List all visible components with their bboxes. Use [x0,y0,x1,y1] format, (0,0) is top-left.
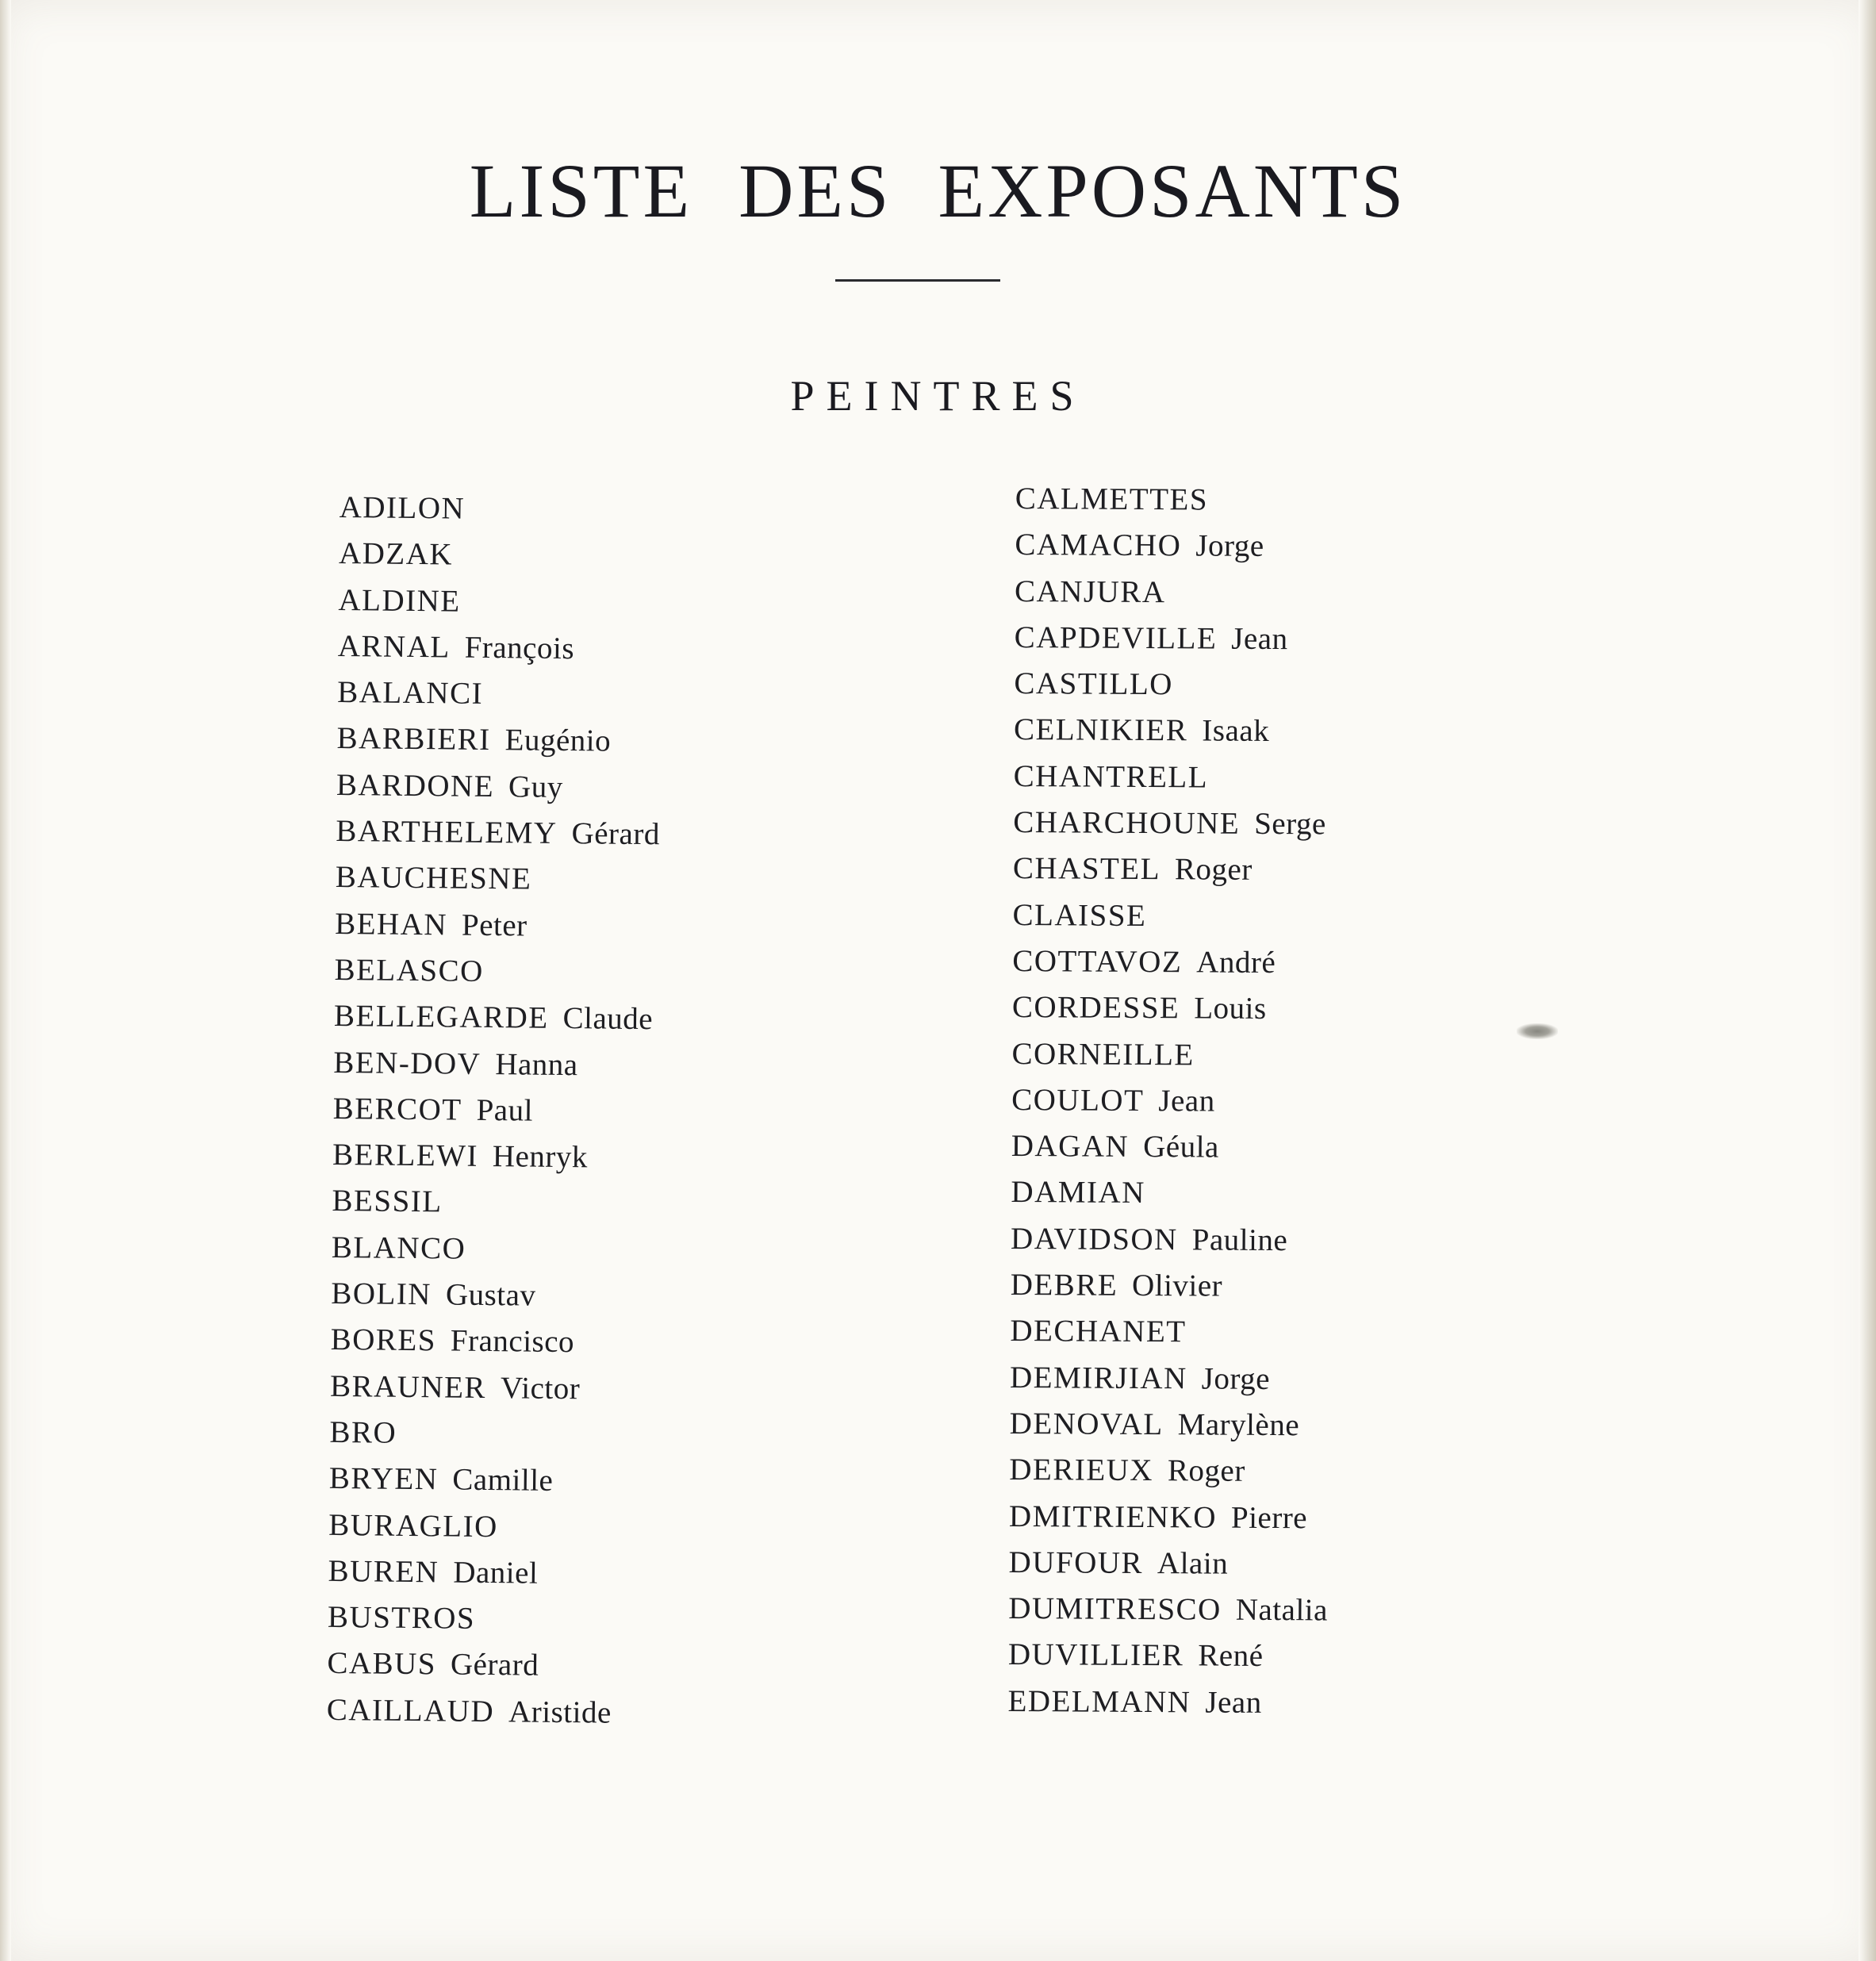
exhibitor-surname: BURAGLIO [328,1507,498,1544]
exhibitor-entry [1011,1169,1330,1218]
exhibitor-surname: DAMIAN [1011,1175,1145,1211]
exhibitor-surname: DAVIDSON [1010,1221,1178,1257]
exhibitor-given-name: Peter [461,908,528,943]
exhibitor-entry [334,947,658,997]
exhibitor-surname: CORNEILLE [1011,1036,1195,1072]
exhibitor-surname: DUMITRESCO [1008,1591,1222,1627]
exhibitor-given-name: Victor [500,1370,581,1406]
exhibitor-surname: BOLIN [331,1276,432,1312]
exhibitor-surname: DECHANET [1010,1314,1187,1349]
exhibitor-entry [330,1317,654,1367]
exhibitor-given-name: Pauline [1191,1222,1288,1257]
exhibitor-entry [338,578,662,627]
exhibitor-given-name: Jean [1205,1685,1262,1720]
exhibitor-surname: BUSTROS [327,1600,476,1636]
exhibitor-entry [329,1410,654,1460]
exhibitor-given-name: Gérard [571,816,661,852]
exhibitor-surname: CLAISSE [1012,897,1147,933]
exhibitor-surname: DEBRE [1010,1268,1118,1303]
exhibitor-surname: CABUS [327,1646,437,1682]
exhibitor-entry [336,808,660,858]
exhibitor-given-name: Alain [1157,1545,1229,1581]
exhibitor-surname: BERLEWI [332,1138,479,1174]
exhibitor-given-name: Roger [1167,1453,1245,1489]
exhibitor-given-name: Marylène [1177,1407,1300,1443]
exhibitor-surname: DEMIRJIAN [1009,1360,1187,1395]
exhibitor-entry [1012,984,1332,1033]
exhibitor-entry [1008,1540,1328,1588]
exhibitor-entry [1010,1355,1329,1403]
exhibitor-surname: BORES [330,1322,437,1358]
exhibitor-surname: CANJURA [1014,574,1166,609]
exhibitor-given-name: Roger [1174,852,1253,888]
exhibitor-given-name: Hanna [495,1046,578,1082]
exhibitor-given-name: Louis [1194,991,1267,1027]
exhibitor-given-name: Henryk [492,1139,589,1175]
exhibitor-surname: BUREN [328,1553,439,1590]
exhibitor-surname: ARNAL [337,628,451,665]
exhibitor-given-name: Daniel [453,1555,539,1591]
exhibitor-surname: CHARCHOUNE [1013,805,1241,841]
exhibitor-entry [336,716,661,766]
exhibitor-surname: BRAUNER [329,1368,487,1405]
exhibitor-surname: DENOVAL [1009,1406,1164,1442]
exhibitor-surname: DMITRIENKO [1008,1499,1218,1535]
title-divider [835,279,1000,282]
exhibitor-entry [1011,1123,1331,1172]
exhibitor-entry [336,854,660,904]
exhibitor-surname: BALANCI [337,675,484,712]
exhibitor-surname: COTTAVOZ [1012,943,1183,980]
exhibitor-given-name: Serge [1254,806,1326,842]
exhibitor-surname: BELASCO [334,952,485,988]
exhibitor-surname: CORDESSE [1011,990,1180,1026]
exhibitor-entry [332,1132,657,1182]
exhibitor-given-name: Guy [508,769,563,804]
exhibitor-given-name: Aristide [508,1694,612,1730]
exhibitor-entry [327,1641,651,1690]
exhibitor-entry [1015,522,1334,570]
exhibitor-given-name: Pierre [1230,1500,1308,1535]
exhibitor-surname: DUFOUR [1008,1545,1144,1580]
exhibitor-entry [1008,1632,1328,1680]
exhibitor-entry [338,624,662,673]
exhibitor-entry [335,901,659,951]
exhibitor-surname: BAUCHESNE [335,860,532,896]
exhibitor-surname: BEHAN [334,906,448,942]
exhibitor-entry [328,1595,652,1644]
paper-speck [1517,1023,1558,1039]
exhibitor-entry [1011,1216,1330,1264]
exhibitor-entry [339,485,663,535]
exhibitor-given-name: Jorge [1201,1361,1271,1396]
exhibitor-surname: BESSIL [332,1184,443,1219]
exhibitor-entry [1011,1077,1331,1126]
exhibitor-entry [1012,892,1332,941]
exhibitor-surname: CAMACHO [1015,528,1182,563]
exhibitor-surname: CHANTRELL [1013,758,1209,795]
exhibitor-list-left [327,485,664,1737]
exhibitor-entry [1008,1586,1328,1634]
exhibitor-surname: BRO [329,1414,397,1450]
exhibitor-surname: BARDONE [336,767,495,804]
exhibitor-entry [1009,1447,1329,1495]
page-edge-left [0,0,11,1961]
exhibitor-surname: BELLEGARDE [333,999,549,1036]
exhibitor-given-name: Natalia [1235,1592,1329,1628]
exhibitor-entry [1012,938,1332,987]
exhibitor-surname: CAPDEVILLE [1014,620,1218,656]
exhibitor-given-name: François [464,630,575,666]
exhibitor-entry [329,1456,654,1506]
exhibitor-surname: ALDINE [338,582,461,619]
exhibitor-entry [337,670,662,720]
exhibitor-given-name: Jorge [1195,528,1264,564]
exhibitor-given-name: Eugénio [504,723,612,759]
exhibitor-entry [1009,1494,1329,1542]
exhibitor-entry [1013,800,1333,848]
exhibitor-entry [333,1040,658,1090]
exhibitor-given-name: André [1196,945,1276,980]
exhibitor-entry [334,993,658,1043]
exhibitor-given-name: Olivier [1131,1268,1223,1303]
page-edge-right [1859,0,1876,1961]
exhibitor-surname: BLANCO [331,1230,466,1266]
exhibitor-entry [328,1548,652,1598]
exhibitor-given-name: Jean [1231,621,1288,656]
exhibitor-given-name: Paul [476,1092,534,1128]
exhibitor-entry [332,1086,657,1136]
exhibitor-given-name: Gérard [450,1647,539,1683]
exhibitor-entry [1010,1308,1329,1357]
exhibitor-entry [332,1178,656,1228]
exhibitor-given-name: René [1198,1638,1264,1674]
exhibitor-given-name: Isaak [1202,713,1270,749]
exhibitor-surname: BRYEN [328,1461,439,1497]
exhibitor-entry [1007,1679,1327,1727]
exhibitor-entry [330,1364,654,1414]
exhibitor-entry [1015,615,1334,663]
exhibitor-surname: ADZAK [338,536,454,572]
exhibitor-entry [1013,846,1333,894]
exhibitor-surname: BARTHELEMY [336,814,558,850]
exhibitor-entry [331,1271,655,1321]
exhibitor-entry [328,1502,653,1552]
exhibitor-entry [1014,661,1333,709]
exhibitor-entry [1010,1401,1329,1449]
exhibitor-entry [1015,476,1335,524]
exhibitor-surname: CAILLAUD [326,1692,495,1729]
exhibitor-given-name: Claude [562,1001,654,1037]
exhibitor-entry [1011,1262,1330,1311]
exhibitor-surname: BERCOT [332,1091,462,1127]
exhibitor-surname: CHASTEL [1012,851,1161,887]
page-title: LISTE DES EXPOSANTS [469,148,1407,233]
exhibitor-surname: BARBIERI [336,721,491,758]
exhibitor-surname: DUVILLIER [1007,1637,1184,1673]
exhibitor-surname: DAGAN [1011,1129,1130,1165]
section-heading: PEINTRES [790,372,1086,420]
exhibitor-surname: CELNIKIER [1013,712,1188,748]
exhibitor-surname: COULOT [1011,1082,1145,1118]
exhibitor-given-name: Gustav [445,1277,536,1313]
exhibitor-entry [336,762,661,812]
exhibitor-given-name: Camille [452,1462,554,1499]
exhibitor-given-name: Francisco [450,1323,575,1360]
exhibitor-given-name: Jean [1158,1083,1215,1119]
exhibitor-entry [332,1225,656,1275]
exhibitor-entry [1014,707,1333,755]
exhibitor-list-right [1007,476,1334,1726]
exhibitor-surname: DERIEUX [1009,1453,1154,1488]
exhibitor-entry [1011,1031,1331,1080]
exhibitor-surname: CASTILLO [1014,666,1174,702]
exhibitor-surname: EDELMANN [1007,1683,1191,1720]
exhibitor-surname: CALMETTES [1015,481,1209,517]
exhibitor-entry [1014,754,1333,802]
exhibitor-entry [339,531,663,581]
exhibitor-entry [327,1687,651,1737]
exhibitor-surname: ADILON [339,489,466,526]
exhibitor-surname: BEN-DOV [333,1045,481,1081]
exhibitor-entry [1015,569,1334,617]
exhibitor-given-name: Géula [1143,1130,1219,1165]
